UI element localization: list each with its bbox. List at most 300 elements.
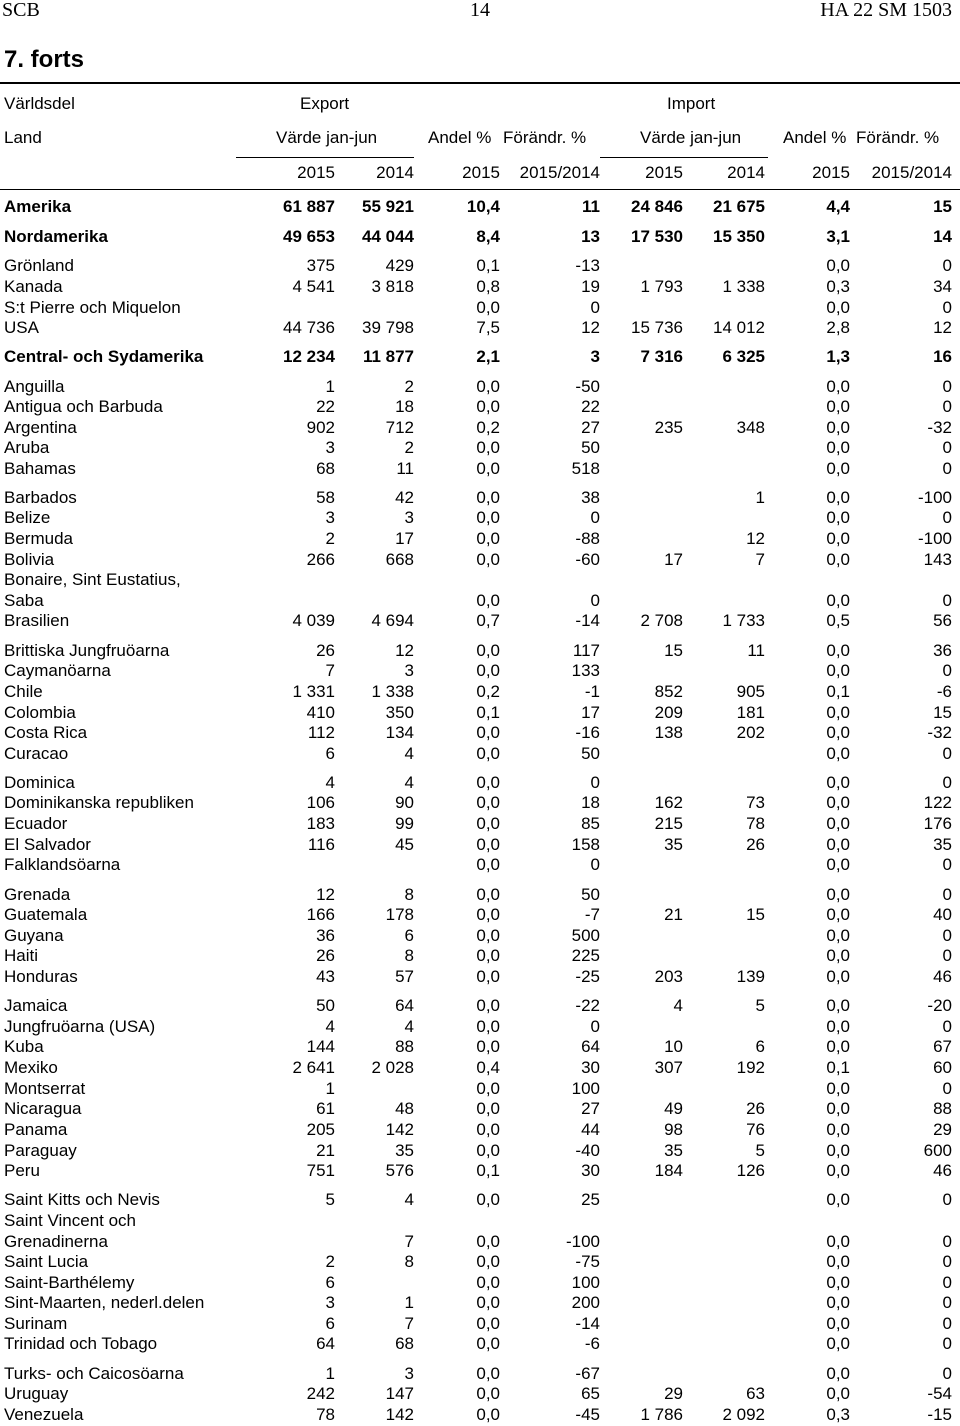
table-row [0, 459, 960, 479]
table-row [0, 438, 960, 458]
row-label: Argentina [4, 418, 77, 437]
row-label: Jamaica [4, 996, 68, 1015]
table-cell: 30 [581, 1161, 600, 1180]
table-cell: 209 [654, 703, 683, 722]
table-cell: 4 039 [292, 611, 335, 630]
table-cell: 21 675 [713, 197, 765, 216]
table-cell: 3 [590, 347, 600, 366]
table-cell: 0 [942, 591, 952, 610]
table-cell: 88 [933, 1099, 952, 1118]
table-cell: 17 [664, 550, 683, 569]
table-cell: 8 [404, 885, 414, 904]
table-cell: 0,0 [476, 1334, 500, 1353]
header-export: Export [300, 94, 350, 113]
table-cell: 144 [306, 1037, 335, 1056]
table-row [0, 1120, 960, 1140]
row-label: Guatemala [4, 905, 88, 924]
row-label: Brittiska Jungfruöarna [4, 641, 170, 660]
table-row [0, 298, 960, 318]
year-import-change: 2015/2014 [871, 163, 952, 182]
table-cell: 18 [395, 397, 414, 416]
table-row [0, 946, 960, 966]
table-cell: 0 [942, 1232, 952, 1251]
table-cell: 0 [942, 1314, 952, 1333]
row-label: El Salvador [4, 835, 91, 854]
year-export-2014: 2014 [376, 163, 414, 182]
table-cell: 0,0 [826, 1161, 850, 1180]
table-cell: 0 [942, 397, 952, 416]
table-cell: 7,5 [476, 318, 500, 337]
year-export-2015: 2015 [297, 163, 335, 182]
row-label: S:t Pierre och Miquelon [4, 298, 181, 317]
row-label: Barbados [4, 488, 77, 507]
table-cell: 0,0 [826, 835, 850, 854]
table-row [0, 1314, 960, 1334]
table-cell: 0,0 [826, 996, 850, 1015]
table-cell: -7 [584, 905, 600, 924]
table-cell: 0,0 [476, 814, 500, 833]
table-cell: 0,0 [476, 967, 500, 986]
table-cell: 0,0 [476, 1364, 500, 1383]
row-label: Surinam [4, 1314, 68, 1333]
table-cell: 0,0 [826, 1314, 850, 1333]
row-label: Uruguay [4, 1384, 69, 1403]
table-cell: 15 [933, 197, 952, 216]
table-cell: 852 [654, 682, 683, 701]
table-cell: 7 [755, 550, 765, 569]
table-row [0, 773, 960, 793]
table-cell: 0 [942, 1252, 952, 1271]
table-cell: 55 921 [362, 197, 414, 216]
table-cell: 30 [581, 1058, 600, 1077]
table-cell: 6 [325, 1314, 335, 1333]
table-cell: 0,0 [826, 488, 850, 507]
table-row [0, 1190, 960, 1210]
row-label: Brasilien [4, 611, 70, 630]
table-cell: 12 [395, 641, 414, 660]
table-cell: 0 [942, 1334, 952, 1353]
table-row [0, 1252, 960, 1272]
table-row [0, 996, 960, 1016]
table-cell: 0,0 [476, 1273, 500, 1292]
table-cell: 0,0 [826, 814, 850, 833]
table-cell: 3 [325, 438, 335, 457]
row-label: Dominica [4, 773, 75, 792]
row-label: Grenadinerna [4, 1232, 108, 1251]
table-cell: 3 [404, 508, 414, 527]
table-cell: 1 338 [371, 682, 414, 701]
table-cell: 116 [307, 835, 335, 854]
year-export-change: 2015/2014 [519, 163, 600, 182]
row-label: Nordamerika [4, 227, 108, 246]
table-row [0, 1384, 960, 1404]
table-cell: 0,0 [476, 1384, 500, 1403]
table-cell: 17 [395, 529, 414, 548]
table-cell: 12 [581, 318, 600, 337]
row-label: Saint Lucia [4, 1252, 89, 1271]
table-cell: 2,1 [476, 347, 500, 366]
table-cell: 0,0 [826, 967, 850, 986]
table-row [0, 1334, 960, 1354]
table-cell: 78 [746, 814, 765, 833]
table-cell: 200 [571, 1293, 600, 1312]
table-cell: 63 [746, 1384, 765, 1403]
table-cell: 1 [755, 488, 765, 507]
table-cell: 0,0 [476, 397, 500, 416]
table-cell: 15 [746, 905, 765, 924]
table-cell: 751 [306, 1161, 335, 1180]
table-row [0, 1211, 960, 1231]
table-cell: 0,0 [826, 1364, 850, 1383]
table-cell: 0,0 [476, 1099, 500, 1118]
row-label: Dominikanska republiken [4, 793, 194, 812]
row-label: USA [4, 318, 39, 337]
row-label: Bolivia [4, 550, 55, 569]
table-cell: -100 [917, 488, 952, 507]
table-row [0, 1037, 960, 1057]
table-cell: 15 736 [631, 318, 683, 337]
table-cell: 0,0 [826, 926, 850, 945]
table-cell: 0,8 [476, 277, 500, 296]
table-cell: 21 [316, 1141, 335, 1160]
table-cell: 0,0 [476, 1037, 500, 1056]
table-cell: 0,0 [476, 905, 500, 924]
table-cell: 26 [316, 946, 335, 965]
table-cell: 0,0 [476, 885, 500, 904]
table-cell: 29 [664, 1384, 683, 1403]
table-cell: 0,0 [826, 773, 850, 792]
table-cell: 348 [736, 418, 765, 437]
table-cell: 57 [395, 967, 414, 986]
table-cell: 0,0 [826, 459, 850, 478]
row-label: Grenada [4, 885, 71, 904]
table-cell: 518 [571, 459, 600, 478]
row-label: Bahamas [4, 459, 76, 478]
table-cell: 4 [404, 1017, 414, 1036]
table-cell: 0,0 [476, 529, 500, 548]
header-varldsdel: Världsdel [4, 94, 75, 113]
row-label: Montserrat [4, 1079, 86, 1098]
table-cell: 4,4 [826, 197, 850, 216]
table-row [0, 570, 960, 590]
row-label: Kanada [4, 277, 63, 296]
table-cell: 50 [581, 438, 600, 457]
table-cell: 0,0 [476, 488, 500, 507]
table-cell: 242 [306, 1384, 335, 1403]
table-cell: 90 [395, 793, 414, 812]
table-cell: 0,2 [476, 682, 500, 701]
table-cell: -67 [575, 1364, 600, 1383]
table-cell: 0,0 [476, 835, 500, 854]
table-cell: 2 028 [371, 1058, 414, 1077]
table-row [0, 1058, 960, 1078]
table-cell: 0,0 [826, 256, 850, 275]
table-cell: 500 [571, 926, 600, 945]
table-cell: 0 [942, 885, 952, 904]
table-cell: 0 [942, 459, 952, 478]
table-cell: 2,8 [826, 318, 850, 337]
table-cell: 8 [404, 946, 414, 965]
table-cell: 0,0 [826, 397, 850, 416]
table-row [0, 967, 960, 987]
row-label: Aruba [4, 438, 50, 457]
table-cell: -6 [584, 1334, 600, 1353]
table-cell: 22 [581, 397, 600, 416]
table-cell: 14 [933, 227, 952, 246]
table-cell: 4 [325, 773, 335, 792]
table-cell: 0 [942, 438, 952, 457]
table-cell: -50 [575, 377, 600, 396]
table-cell: 8,4 [476, 227, 500, 246]
table-cell: 0,0 [476, 661, 500, 680]
header-export-share: Andel % [428, 128, 492, 147]
table-cell: 1 [404, 1293, 414, 1312]
table-cell: -100 [565, 1232, 600, 1251]
table-cell: 13 [581, 227, 600, 246]
table-cell: 0,0 [826, 793, 850, 812]
table-cell: 44 [581, 1120, 600, 1139]
table-cell: 2 [404, 438, 414, 457]
table-cell: 0,0 [476, 1017, 500, 1036]
year-export-share-2015: 2015 [462, 163, 500, 182]
table-row [0, 1364, 960, 1384]
table-row [0, 591, 960, 611]
header-export-value: Värde jan-jun [276, 128, 378, 147]
table-row [0, 1099, 960, 1119]
table-cell: 0,0 [476, 855, 500, 874]
table-cell: 88 [395, 1037, 414, 1056]
table-cell: 0,1 [826, 682, 850, 701]
table-row [0, 611, 960, 631]
table-cell: 158 [571, 835, 600, 854]
table-cell: 112 [307, 723, 335, 742]
table-row [0, 550, 960, 570]
table-cell: -16 [575, 723, 600, 742]
table-cell: 10 [664, 1037, 683, 1056]
table-cell: 0,0 [476, 1252, 500, 1271]
table-cell: 2 [404, 377, 414, 396]
header-import-change: Förändr. % [856, 128, 940, 147]
table-cell: 0,0 [476, 1141, 500, 1160]
table-cell: 61 [316, 1099, 335, 1118]
table-cell: 0,0 [826, 1141, 850, 1160]
table-cell: 0,0 [826, 641, 850, 660]
table-cell: 2 641 [292, 1058, 335, 1077]
table-row [0, 1405, 960, 1425]
table-cell: 0,0 [476, 773, 500, 792]
table-cell: -6 [936, 682, 952, 701]
table-cell: 44 044 [362, 227, 414, 246]
table-cell: 100 [571, 1079, 600, 1098]
row-label: Honduras [4, 967, 78, 986]
table-cell: 0,0 [476, 641, 500, 660]
row-label: Ecuador [4, 814, 68, 833]
table-cell: 0 [942, 298, 952, 317]
table-row [0, 641, 960, 661]
table-cell: 12 [316, 885, 335, 904]
row-label: Bonaire, Sint Eustatius, [4, 570, 181, 589]
table-cell: 0,1 [476, 703, 500, 722]
table-cell: 1 733 [722, 611, 765, 630]
table-cell: 6 [404, 926, 414, 945]
table-cell: 22 [316, 397, 335, 416]
table-cell: 4 [404, 773, 414, 792]
table-cell: 117 [572, 641, 600, 660]
table-row [0, 885, 960, 905]
table-cell: 0 [590, 855, 600, 874]
table-cell: 5 [755, 996, 765, 1015]
table-cell: 15 [933, 703, 952, 722]
table-cell: 0,0 [826, 661, 850, 680]
table-cell: 1 338 [722, 277, 765, 296]
row-label: Amerika [4, 197, 72, 216]
table-cell: -40 [575, 1141, 600, 1160]
table-cell: 2 [325, 1252, 335, 1271]
table-row [0, 256, 960, 276]
export-value-rule [236, 157, 414, 158]
table-cell: 49 [664, 1099, 683, 1118]
table-cell: 0,0 [826, 1252, 850, 1271]
year-import-2015: 2015 [645, 163, 683, 182]
table-cell: 0 [942, 744, 952, 763]
table-cell: 0,0 [826, 438, 850, 457]
table-cell: 0,0 [826, 377, 850, 396]
table-cell: 0,0 [476, 1079, 500, 1098]
table-cell: 0,0 [826, 1099, 850, 1118]
table-cell: 0 [942, 1364, 952, 1383]
table-cell: 147 [385, 1384, 414, 1403]
table-row [0, 227, 960, 247]
table-cell: 0,0 [826, 1017, 850, 1036]
table-row [0, 1141, 960, 1161]
table-cell: 192 [736, 1058, 765, 1077]
table-cell: 12 [746, 529, 765, 548]
table-row [0, 318, 960, 338]
table-cell: 429 [385, 256, 414, 275]
table-cell: 0 [942, 508, 952, 527]
table-cell: 1 793 [640, 277, 683, 296]
table-cell: 0 [590, 1017, 600, 1036]
table-cell: 178 [385, 905, 414, 924]
table-cell: 0 [942, 377, 952, 396]
table-cell: 1 786 [640, 1405, 683, 1424]
row-label: Grönland [4, 256, 74, 275]
table-row [0, 1017, 960, 1037]
table-cell: 1 331 [292, 682, 335, 701]
table-cell: 49 653 [283, 227, 335, 246]
header-bottom-rule [0, 189, 960, 190]
table-cell: 0,0 [826, 946, 850, 965]
table-row [0, 377, 960, 397]
row-label: Colombia [4, 703, 76, 722]
table-cell: 0,1 [476, 256, 500, 275]
table-row [0, 488, 960, 508]
table-cell: 26 [316, 641, 335, 660]
table-cell: 142 [385, 1120, 414, 1139]
table-cell: 235 [654, 418, 683, 437]
row-label: Anguilla [4, 377, 65, 396]
table-cell: 46 [933, 1161, 952, 1180]
table-cell: -13 [575, 256, 600, 275]
table-cell: 0,0 [826, 418, 850, 437]
table-cell: 4 [404, 1190, 414, 1209]
table-cell: 12 [933, 318, 952, 337]
table-cell: 0 [942, 1273, 952, 1292]
table-cell: -32 [927, 418, 952, 437]
table-cell: -20 [927, 996, 952, 1015]
table-cell: 3 818 [371, 277, 414, 296]
table-cell: 15 [664, 641, 683, 660]
table-cell: 16 [933, 347, 952, 366]
row-label: Sint-Maarten, nederl.delen [4, 1293, 205, 1312]
table-row [0, 855, 960, 875]
table-row [0, 661, 960, 681]
row-label: Bermuda [4, 529, 73, 548]
table-row [0, 197, 960, 217]
table-row [0, 793, 960, 813]
table-cell: 1,3 [826, 347, 850, 366]
table-row [0, 529, 960, 549]
row-label: Venezuela [4, 1405, 84, 1424]
table-cell: 46 [933, 967, 952, 986]
table-cell: 40 [933, 905, 952, 924]
row-label: Peru [4, 1161, 40, 1180]
table-cell: 8 [404, 1252, 414, 1271]
header-export-change: Förändr. % [503, 128, 587, 147]
table-cell: 0,0 [826, 508, 850, 527]
table-cell: 0,7 [476, 611, 500, 630]
table-cell: 1 [325, 1364, 335, 1383]
table-cell: 11 [582, 197, 600, 216]
table-row [0, 682, 960, 702]
table-cell: -14 [575, 611, 600, 630]
table-cell: 19 [581, 277, 600, 296]
table-cell: 0 [590, 591, 600, 610]
table-cell: 27 [581, 418, 600, 437]
table-cell: 5 [325, 1190, 335, 1209]
table-cell: 0,0 [826, 723, 850, 742]
row-label: Mexiko [4, 1058, 58, 1077]
table-row [0, 723, 960, 743]
table-cell: 6 [325, 744, 335, 763]
table-cell: 35 [933, 835, 952, 854]
table-cell: 0,0 [826, 1120, 850, 1139]
table-cell: 0,3 [826, 277, 850, 296]
row-label: Curacao [4, 744, 69, 763]
table-cell: 0 [590, 508, 600, 527]
table-cell: 0,0 [476, 926, 500, 945]
table-cell: 0,0 [826, 1190, 850, 1209]
table-cell: 100 [571, 1273, 600, 1292]
table-cell: 0 [942, 1079, 952, 1098]
row-label: Central- och Sydamerika [4, 347, 204, 366]
table-cell: 0,0 [826, 885, 850, 904]
table-cell: 4 [325, 1017, 335, 1036]
table-cell: 35 [664, 1141, 683, 1160]
table-cell: 0,0 [826, 1273, 850, 1292]
row-label: Jungfruöarna (USA) [4, 1017, 156, 1036]
table-cell: 45 [395, 835, 414, 854]
table-cell: 61 887 [283, 197, 335, 216]
table-cell: 0,0 [476, 1120, 500, 1139]
table-cell: 6 [325, 1273, 335, 1292]
header-left: SCB [2, 0, 40, 21]
table-cell: 7 316 [640, 347, 683, 366]
table-cell: 0,2 [476, 418, 500, 437]
table-row [0, 926, 960, 946]
row-label: Caymanöarna [4, 661, 111, 680]
table-cell: 56 [933, 611, 952, 630]
